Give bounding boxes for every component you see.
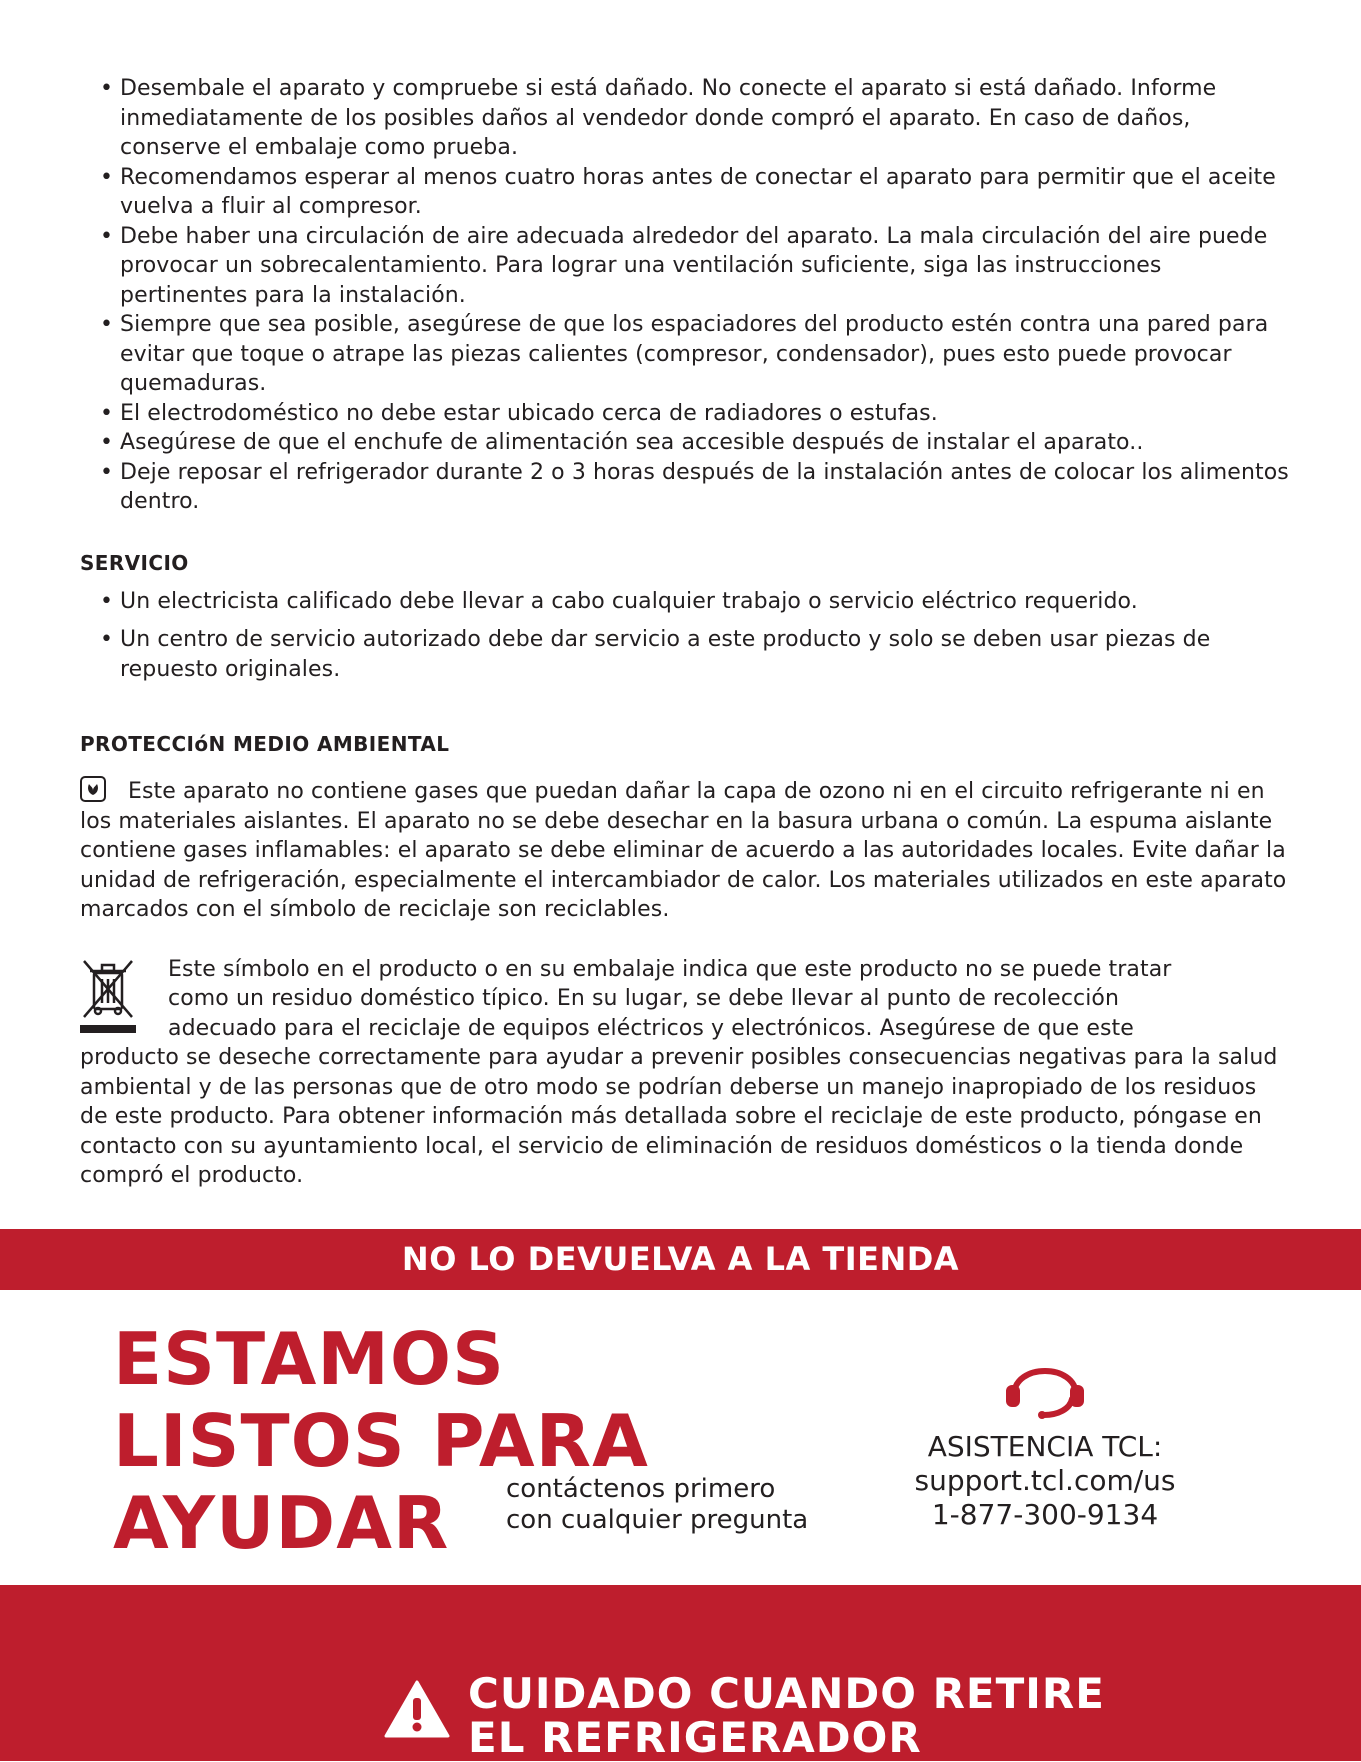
weee-line: adecuado para el reciclaje de equipos eléctricos y electrónicos. Asegúrese de que este (168, 1015, 1134, 1041)
installation-list (80, 74, 1290, 517)
list-item: • Asegúrese de que el enchufe de alimentación sea accesible después de instalar el aparato.. (80, 428, 1290, 458)
crossed-bin-icon (80, 957, 136, 1033)
eco-leaf-icon (80, 776, 106, 802)
ready-line: AYUDAR (113, 1481, 450, 1565)
ready-sub-line: contáctenos primero (506, 1474, 776, 1504)
warning-line: EL REFRIGERADOR (468, 1713, 922, 1762)
list-item: • Recomendamos esperar al menos cuatro horas antes de conectar el aparato para permitir que el aceite vuelva a fluir al compresor. (80, 163, 1290, 222)
list-item: • El electrodoméstico no debe estar ubicado cerca de radiadores o estufas. (80, 399, 1290, 429)
section-title-service: SERVICIO (80, 550, 189, 575)
ozone-paragraph (80, 776, 1290, 925)
list-item: • Un electricista calificado debe llevar a cabo cualquier trabajo o servicio eléctrico requerido. (80, 587, 1290, 617)
weee-rest-text: producto se deseche correctamente para ayudar a prevenir posibles consecuencias negativas para la salud ambiental y de las personas que de otro modo se podrían deberse un manejo inapropiado de los residuos de este producto. Para obtener información más detallada sobre el reciclaje de este producto, póngase en contacto con su ayuntamiento local, el servicio de eliminación de residuos domésticos o la tienda donde compró el producto. (80, 1045, 1278, 1188)
support-label: ASISTENCIA TCL: (927, 1430, 1163, 1463)
list-item: • Deje reposar el refrigerador durante 2 o 3 horas después de la instalación antes de colocar los alimentos dentro. (80, 458, 1290, 517)
support-url[interactable]: support.tcl.com/us (914, 1464, 1176, 1497)
headset-icon (1000, 1355, 1090, 1419)
return-banner: NO LO DEVUELVA A LA TIENDA (0, 1229, 1361, 1290)
list-item: • Siempre que sea posible, asegúrese de que los espaciadores del producto estén contra una pared para evitar que toque o atrape las piezas calientes (compresor, condensador), pues esto puede provocar quemaduras. (80, 310, 1290, 399)
weee-section (80, 955, 1290, 1191)
weee-paragraph (80, 955, 1290, 1191)
list-item: • Un centro de servicio autorizado debe dar servicio a este producto y solo se deben usar piezas de repuesto originales. (80, 625, 1290, 684)
weee-line: Este símbolo en el producto o en su embalaje indica que este producto no se puede tratar (168, 956, 1172, 982)
service-list (80, 587, 1290, 685)
ready-subtitle (506, 1474, 808, 1536)
list-item: • Desembale el aparato y compruebe si está dañado. No conecte el aparato si está dañado. Informe inmediatamente de los posibles daños al vendedor donde compró el aparato. En caso de daños, conserve el embalaje como prueba. (80, 74, 1290, 163)
ready-line: ESTAMOS (113, 1317, 505, 1401)
section-title-environment: PROTECCIóN MEDIO AMBIENTAL (80, 732, 450, 756)
ready-line: LISTOS PARA (113, 1399, 649, 1483)
list-item: • Debe haber una circulación de aire adecuada alrededor del aparato. La mala circulación del aire puede provocar un sobrecalentamiento. Para lograr una ventilación suficiente, siga las instrucciones pertinentes para la instalación. (80, 222, 1290, 311)
weee-line: como un residuo doméstico típico. En su lugar, se debe llevar al punto de recolección (168, 986, 1120, 1011)
warning-line: CUIDADO CUANDO RETIRE (468, 1669, 1105, 1718)
document-body (80, 74, 1290, 1191)
warning-triangle-icon (384, 1680, 450, 1738)
ozone-text: Este aparato no contiene gases que puedan dañar la capa de ozono ni en el circuito refrigerante ni en los materiales aislantes. El aparato no se debe desechar en la basura urbana o común. La espuma aislante contiene gases inflamables: el aparato se debe eliminar de acuerdo a las autoridades locales. Evite dañar la unidad de refrigeración, especialmente el intercambiador de calor. Los materiales utilizados en este aparato marcados con el símbolo de reciclaje son reciclables. (80, 779, 1287, 922)
support-phone[interactable]: 1-877-300-9134 (931, 1498, 1159, 1531)
ready-sub-line: con cualquier pregunta (506, 1505, 809, 1535)
warning-heading (468, 1669, 1105, 1762)
support-info (880, 1430, 1210, 1532)
